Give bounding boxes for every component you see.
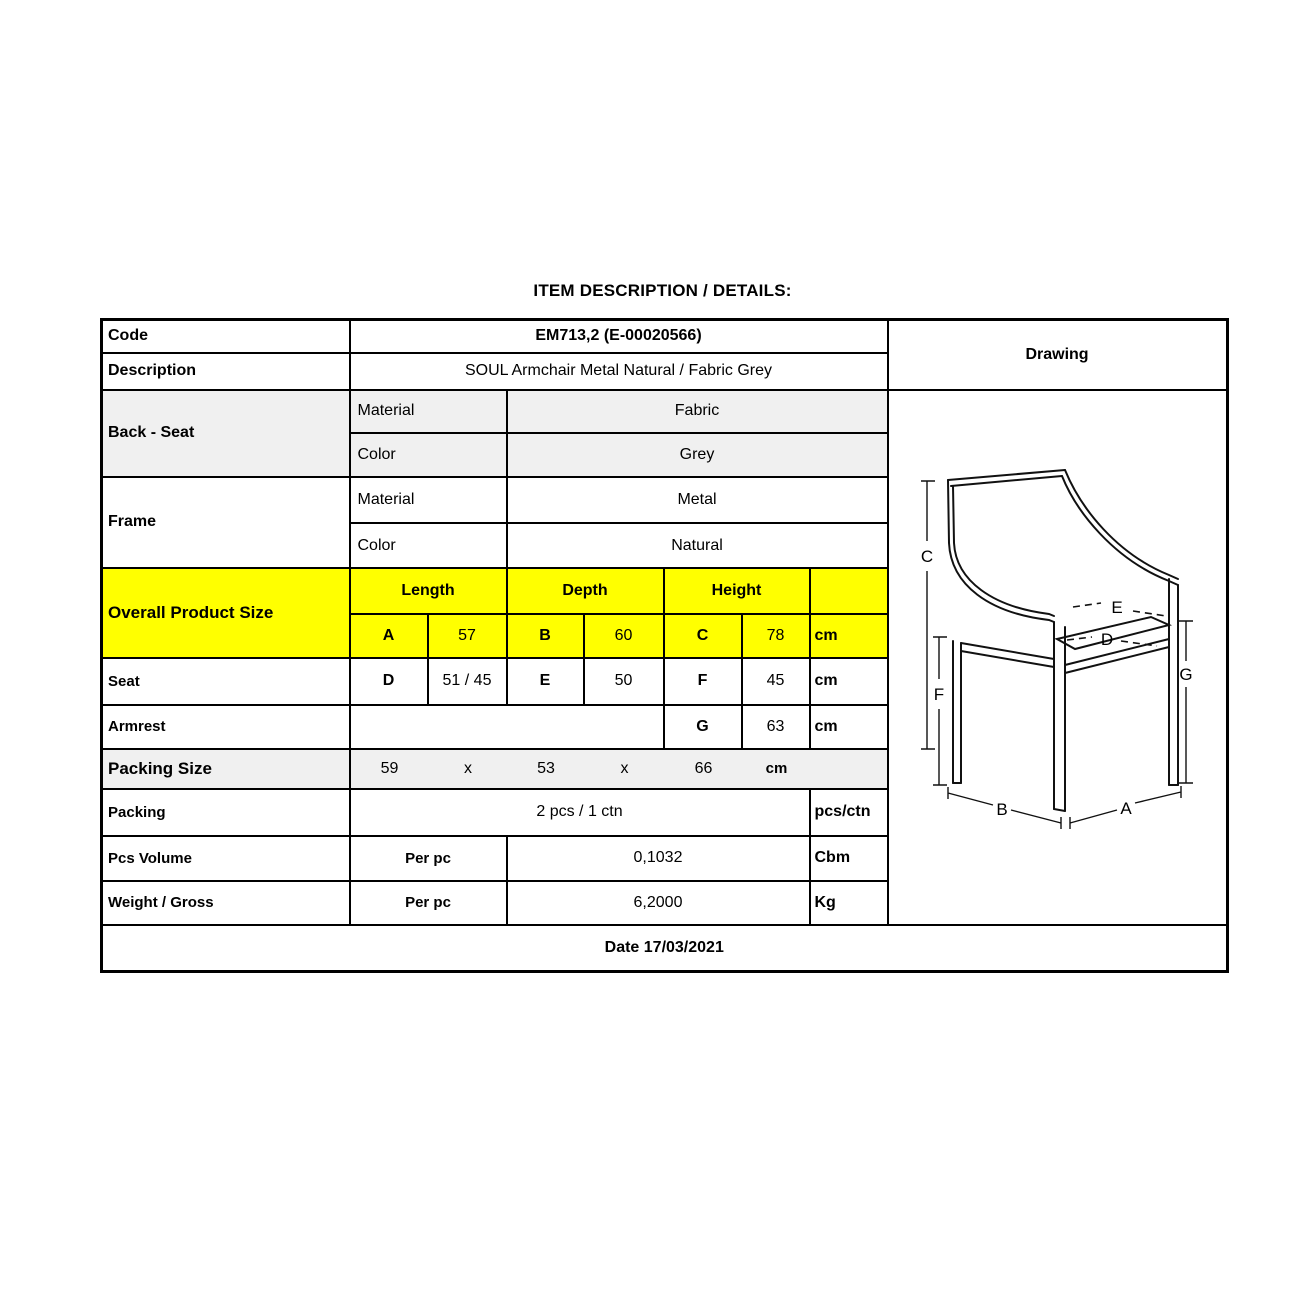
dim-e-value: 50 [584, 658, 664, 705]
dim-f-value: 45 [742, 658, 810, 705]
pcs-volume-value: 0,1032 [507, 836, 810, 881]
dim-f-line [933, 637, 947, 785]
drawing-header: Drawing [888, 320, 1228, 390]
dim-a-letter: A [350, 614, 428, 658]
dim-c-line [921, 481, 935, 749]
dim-b-value: 60 [584, 614, 664, 658]
armrest-label: Armrest [102, 705, 350, 749]
packing-size-v1: 59 [380, 759, 399, 777]
dim-label-e: E [1110, 597, 1123, 617]
dim-e-letter: E [507, 658, 584, 705]
packing-value: 2 pcs / 1 ctn [350, 789, 810, 836]
weight-per: Per pc [350, 881, 507, 925]
dim-g-value: 63 [742, 705, 810, 749]
armrest-unit: cm [810, 705, 888, 749]
dim-c-value: 78 [742, 614, 810, 658]
dim-d-value: 51 / 45 [428, 658, 507, 705]
packing-size-x1: x [464, 759, 472, 777]
dim-label-b: B [995, 799, 1008, 819]
dim-label-a: A [1119, 798, 1132, 818]
dim-g-line [1179, 621, 1193, 783]
date-cell: Date 17/03/2021 [102, 925, 1228, 972]
frame-label: Frame [102, 477, 350, 569]
table-row [102, 925, 1228, 972]
packing-size-values [350, 749, 888, 789]
dim-e-dash [1133, 611, 1166, 616]
back-seat-label: Back - Seat [102, 390, 350, 477]
dim-label-d: D [1100, 629, 1113, 649]
table-row [102, 390, 1228, 433]
dim-b-letter: B [507, 614, 584, 658]
depth-header: Depth [507, 568, 664, 614]
frame-material-label: Material [350, 477, 507, 524]
seat-unit: cm [810, 658, 888, 705]
seat-label: Seat [102, 658, 350, 705]
chair-drawing [889, 391, 1226, 919]
dim-f-letter: F [664, 658, 742, 705]
drawing-cell [888, 390, 1228, 925]
pcs-volume-per: Per pc [350, 836, 507, 881]
packing-size-v3: 66 [694, 759, 713, 777]
spec-table [100, 318, 1229, 973]
dim-a-value: 57 [428, 614, 507, 658]
dim-d-letter: D [350, 658, 428, 705]
empty-cell [810, 568, 888, 614]
overall-unit: cm [810, 614, 888, 658]
back-seat-color-value: Grey [507, 433, 888, 477]
dim-label-g: G [1178, 664, 1193, 684]
page-title: ITEM DESCRIPTION / DETAILS: [533, 281, 792, 300]
frame-color-label: Color [350, 523, 507, 568]
pcs-volume-label: Pcs Volume [102, 836, 350, 881]
dim-c-letter: C [664, 614, 742, 658]
dim-label-c: C [920, 546, 933, 566]
empty-cell [350, 705, 664, 749]
pcs-volume-unit: Cbm [810, 836, 888, 881]
weight-gross-label: Weight / Gross [102, 881, 350, 925]
dim-e-dash [1073, 603, 1101, 607]
weight-unit: Kg [810, 881, 888, 925]
weight-value: 6,2000 [507, 881, 810, 925]
height-header: Height [664, 568, 810, 614]
packing-size-unit: cm [765, 759, 788, 777]
table-row [102, 320, 1228, 353]
back-seat-color-label: Color [350, 433, 507, 477]
back-seat-material-label: Material [350, 390, 507, 433]
length-header: Length [350, 568, 507, 614]
overall-size-label: Overall Product Size [102, 568, 350, 658]
packing-size-v2: 53 [537, 759, 555, 777]
frame-color-value: Natural [507, 523, 888, 568]
code-value: EM713,2 (E-00020566) [350, 320, 888, 353]
packing-size-x2: x [620, 759, 629, 777]
description-label: Description [102, 353, 350, 390]
packing-unit: pcs/ctn [810, 789, 888, 836]
code-label: Code [102, 320, 350, 353]
description-value: SOUL Armchair Metal Natural / Fabric Grey [350, 353, 888, 390]
packing-size-label: Packing Size [102, 749, 350, 789]
dim-label-f: F [933, 684, 944, 704]
packing-label: Packing [102, 789, 350, 836]
back-seat-material-value: Fabric [507, 390, 888, 433]
frame-material-value: Metal [507, 477, 888, 524]
dim-g-letter: G [664, 705, 742, 749]
